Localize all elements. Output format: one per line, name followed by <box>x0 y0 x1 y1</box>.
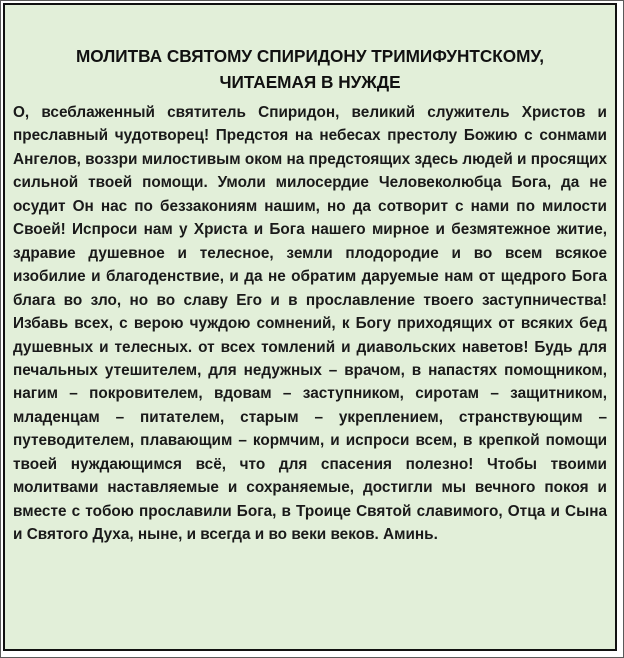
prayer-body: О, всеблаженный святитель Спиридон, великий служитель Христов и преславный чудотворец! Предстоя на небесах престолу Божию с сонмами Ангелов, воззри милостивым оком на предстоящих здесь людей и просящих сильной твоей помощи. Умоли милосердие Человеколюбца Бога, да не осудит Он нас по беззакониям нашим, но да сотворит с нами по милости Своей! Испроси нам у Христа и Бога нашего мирное и безмятежное житие, здравие душевное и телесное, земли плодородие и во всем всякое изобилие и благоденствие, и да не обратим даруемые нам от щедрого Бога блага во зло, но во славу Его и в прославление твоего заступничества! Избавь всех, с верою чуждою сомнений, к Богу приходящих от всяких бед душевных и телесных. от всех томлений и диавольских наветов! Будь для печальных утешителем, для недужных – врачом, в напастях помощником, нагим – покровителем, вдовам – заступником, сиротам – защитником, младенцам – питателем, старым – укреплением, странствующим – путеводителем, плавающим – кормчим, и испроси всем, в крепкой помощи твоей нуждающимся всё, что для спасения полезно! Чтобы твоими молитвами наставляемые и сохраняемые, достигли мы вечного покоя и вместе с тобою прославили Бога, в Троице Святой славимого, Отца и Сына и Святого Духа, ныне, и всегда и во веки веков. Аминь. <box>13 104 607 544</box>
prayer-panel <box>3 3 617 651</box>
prayer-title <box>5 43 615 95</box>
prayer-title-line-1: МОЛИТВА СВЯТОМУ СПИРИДОНУ ТРИМИФУНТСКОМУ, <box>75 46 545 66</box>
prayer-title-line-2: ЧИТАЕМАЯ В НУЖДЕ <box>219 72 401 92</box>
